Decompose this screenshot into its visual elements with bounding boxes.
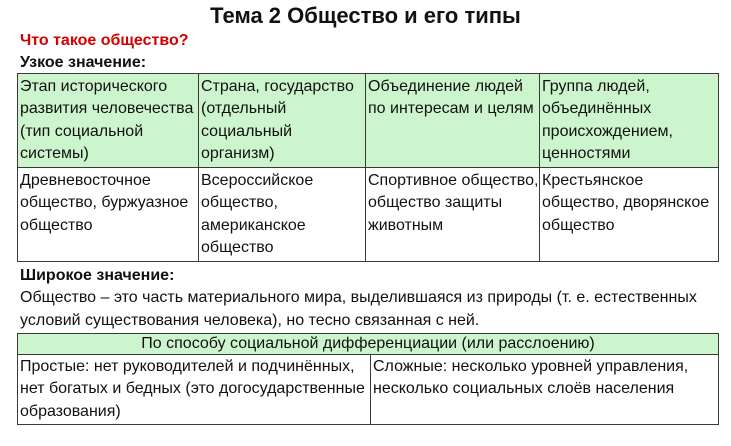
table-row <box>18 168 719 262</box>
header-cell-interest-union: Объединение людей по интересам и целям <box>366 74 540 168</box>
example-cell-country: Всероссийское общество, американское общество <box>199 168 366 262</box>
example-cell-interest: Спортивное общество, общество защиты животным <box>366 168 540 262</box>
header-cell-country: Страна, государство (отдельный социальный организм) <box>199 74 366 168</box>
simple-society-cell: Простые: нет руководителей и подчинённых, нет богатых и бедных (это догосударственные образования) <box>18 355 371 425</box>
differentiation-caption-row <box>18 334 719 355</box>
narrow-meaning-table <box>17 73 719 262</box>
table-header-row <box>18 74 719 168</box>
broad-meaning-heading: Широкое значение: <box>20 267 175 284</box>
differentiation-caption: По способу социальной дифференциации (или расслоению) <box>18 334 719 355</box>
complex-society-cell: Сложные: несколько уровней управления, несколько социальных слоёв населения <box>371 355 719 425</box>
header-cell-historical-stage: Этап исторического развития человечества (тип социальной системы) <box>18 74 199 168</box>
question-heading: Что такое общество? <box>20 32 189 49</box>
example-cell-group: Крестьянское общество, дворянское общество <box>540 168 719 262</box>
narrow-meaning-heading: Узкое значение: <box>20 54 147 71</box>
example-cell-historical: Древневосточное общество, буржуазное общество <box>18 168 199 262</box>
broad-meaning-text: Общество – это часть материального мира, выделившаяся из природы (т. е. естественных условий существования человека), но тесно связанная с ней. <box>20 289 697 329</box>
differentiation-table <box>17 333 719 425</box>
table-row <box>18 355 719 425</box>
header-cell-group-origin: Группа людей, объединённых происхождением, ценностями <box>540 74 719 168</box>
page-title: Тема 2 Общество и его типы <box>210 3 521 28</box>
